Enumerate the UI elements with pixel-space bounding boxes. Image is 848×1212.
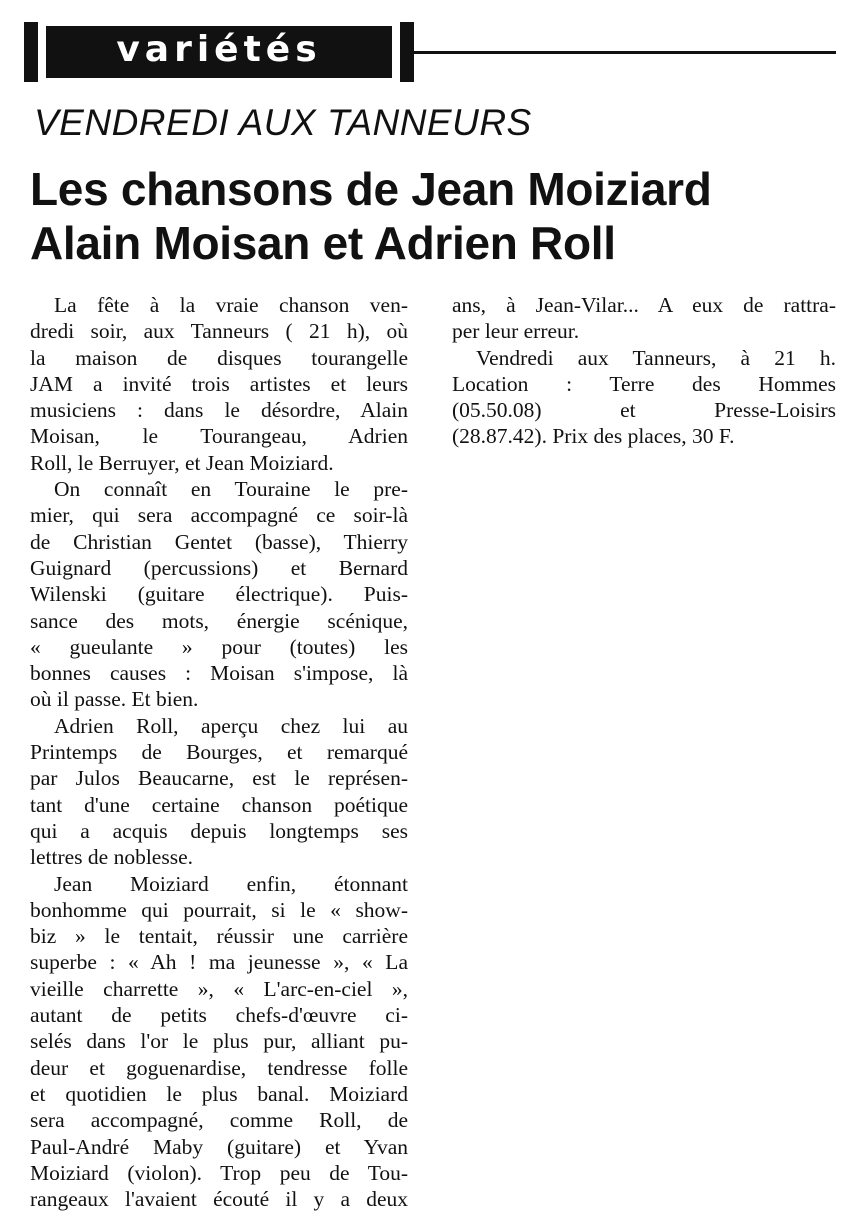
text-line: dredi soir, aux Tanneurs ( 21 h), où	[30, 319, 408, 344]
rubric-label: variétés	[46, 26, 392, 78]
text-line: La fête à la vraie chanson ven-	[54, 293, 408, 317]
text-line: bonhomme qui pourrait, si le « show-	[30, 897, 408, 922]
text-line: Moiziard (violon). Trop peu de Tou-	[30, 1160, 408, 1185]
text-line: « gueulante » pour (toutes) les	[30, 634, 408, 659]
text-line: superbe : « Ah ! ma jeunesse », « La	[30, 950, 408, 975]
headline-line-1: Les chansons de Jean Moiziard	[30, 163, 712, 215]
text-line: (05.50.08) et Presse-Loisirs	[452, 398, 836, 423]
text-line: Vendredi aux Tanneurs, à 21 h.	[476, 345, 836, 370]
text-line: Paul-André Maby (guitare) et Yvan	[30, 1134, 408, 1159]
text-line: Wilenski (guitare électrique). Puis-	[30, 582, 408, 607]
text-line: et quotidien le plus banal. Moiziard	[30, 1081, 408, 1106]
section-rubric	[24, 22, 836, 82]
text-line: Roll, le Berruyer, et Jean Moiziard.	[30, 450, 334, 475]
text-line: On connaît en Touraine le pre-	[54, 477, 408, 502]
text-line: qui a acquis depuis longtemps ses	[30, 818, 408, 843]
text-line: par Julos Beaucarne, est le représen-	[30, 766, 408, 791]
text-line: musiciens : dans le désordre, Alain	[30, 398, 408, 423]
article-kicker: VENDREDI AUX TANNEURS	[34, 102, 532, 143]
text-line: autant de petits chefs-d'œuvre ci-	[30, 1003, 408, 1028]
text-line: (28.87.42). Prix des places, 30 F.	[452, 424, 735, 449]
text-line: rangeaux l'avaient écouté il y a deux	[30, 1187, 408, 1212]
text-line: Printemps de Bourges, et remarqué	[30, 740, 408, 765]
article-headline	[30, 162, 840, 270]
rubric-left-bar	[24, 22, 38, 82]
text-line: sera accompagné, comme Roll, de	[30, 1108, 408, 1133]
text-line: sance des mots, énergie scénique,	[30, 608, 408, 633]
text-line: Jean Moiziard enfin, étonnant	[54, 871, 408, 896]
article-column-right	[452, 292, 836, 450]
text-line: deur et goguenardise, tendresse folle	[30, 1055, 408, 1080]
text-line: Location : Terre des Hommes	[452, 371, 836, 396]
text-line: ans, à Jean-Vilar... A eux de rattra-	[452, 293, 836, 317]
text-line: la maison de disques tourangelle	[30, 345, 408, 370]
text-line: où il passe. Et bien.	[30, 687, 199, 712]
text-line: Adrien Roll, aperçu chez lui au	[54, 713, 408, 738]
text-line: bonnes causes : Moisan s'impose, là	[30, 661, 408, 686]
text-line: Moisan, le Tourangeau, Adrien	[30, 424, 408, 449]
text-line: de Christian Gentet (basse), Thierry	[30, 529, 408, 554]
article-column-left	[30, 292, 408, 1212]
text-line: Guignard (percussions) et Bernard	[30, 555, 408, 580]
text-line: lettres de noblesse.	[30, 845, 193, 870]
text-line: vieille charrette », « L'arc-en-ciel »,	[30, 976, 408, 1001]
rubric-right-bar	[400, 22, 414, 82]
text-line: selés dans l'or le plus pur, alliant pu-	[30, 1029, 408, 1054]
headline-line-2: Alain Moisan et Adrien Roll	[30, 217, 616, 269]
text-line: biz » le tentait, réussir une carrière	[30, 924, 408, 949]
text-line: tant d'une certaine chanson poétique	[30, 792, 408, 817]
text-line: mier, qui sera accompagné ce soir-là	[30, 503, 408, 528]
text-line: per leur erreur.	[452, 319, 580, 344]
text-line: JAM a invité trois artistes et leurs	[30, 371, 408, 396]
rubric-rule	[414, 51, 836, 54]
